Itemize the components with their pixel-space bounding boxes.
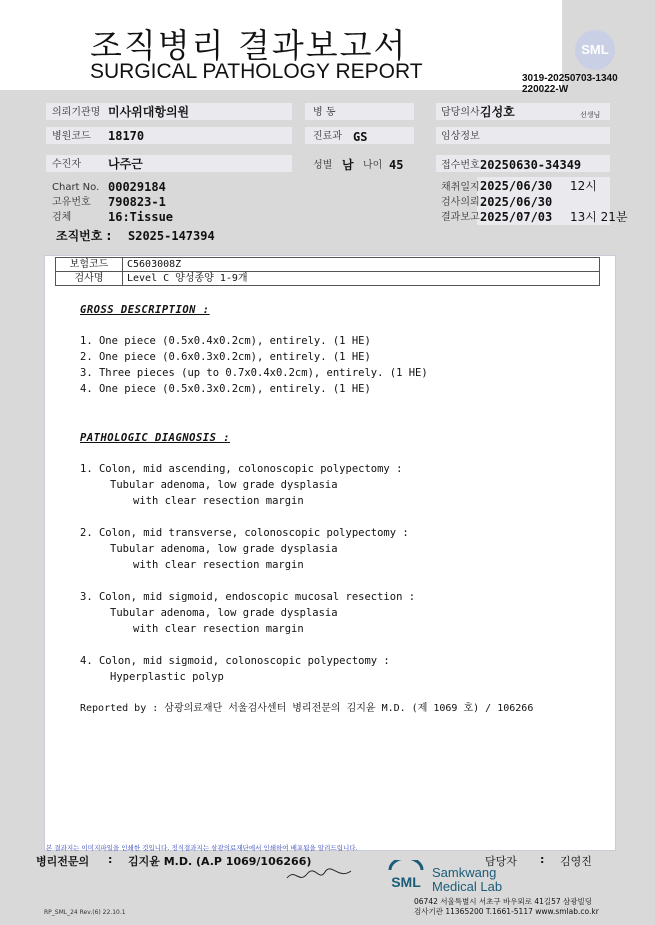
gross-line: 1. One piece (0.5x0.4x0.2cm), entirely. (1 HE) xyxy=(80,335,371,347)
company-name-line1: Samkwang xyxy=(432,865,497,880)
gross-line: 2. One piece (0.6x0.3x0.2cm), entirely. (1 HE) xyxy=(80,351,371,363)
ward-label: 병 동 xyxy=(313,107,336,118)
diagnosis-margin: with clear resection margin xyxy=(133,495,304,507)
diagnosis-margin: with clear resection margin xyxy=(133,559,304,571)
request-value: 2025/06/30 xyxy=(480,195,553,209)
hospital-code-value: 18170 xyxy=(108,129,145,143)
table-row xyxy=(56,258,600,272)
report-id-line2: 220022-W xyxy=(522,84,569,95)
insurance-code-value: C5603008Z xyxy=(123,258,600,272)
manager-label: 담당자 xyxy=(485,855,517,868)
pathologist-label: 병리전문의 xyxy=(36,855,90,868)
collect-value: 2025/06/30 xyxy=(480,179,553,193)
diagnosis-margin: with clear resection margin xyxy=(133,623,304,635)
unique-value: 790823-1 xyxy=(108,195,166,209)
institution-value: 미사위대항의원 xyxy=(108,105,190,119)
tissue-no-label: 조직번호 : xyxy=(56,229,112,243)
hospital-code-label: 병원코드 xyxy=(52,131,91,142)
diagnosis-site: 2. Colon, mid transverse, colonoscopic polypectomy : xyxy=(80,527,409,539)
chart-label: Chart No. xyxy=(52,182,100,193)
specimen-value: 16:Tissue xyxy=(108,210,174,224)
doctor-value: 김성호 xyxy=(480,105,515,119)
diagnosis-finding: Tubular adenoma, low grade dysplasia xyxy=(110,479,338,491)
manager-separator: : xyxy=(540,853,545,866)
sex-value: 남 xyxy=(342,158,354,172)
signature-icon xyxy=(285,866,355,886)
diagnosis-finding: Tubular adenoma, low grade dysplasia xyxy=(110,607,338,619)
insurance-code-label: 보험코드 xyxy=(56,258,123,272)
institution-label: 의뢰기관명 xyxy=(52,107,101,118)
sml-logo-icon: SML xyxy=(575,30,615,70)
diagnosis-site: 1. Colon, mid ascending, colonoscopic polypectomy : xyxy=(80,463,403,475)
receipt-value: 20250630-34349 xyxy=(480,158,582,172)
unique-label: 고유번호 xyxy=(52,197,91,208)
report-title-english: SURGICAL PATHOLOGY REPORT xyxy=(90,60,423,83)
tissue-no-value: S2025-147394 xyxy=(128,229,215,243)
result-label: 결과보고 xyxy=(441,212,480,223)
doctor-label: 담당의사 xyxy=(441,107,480,118)
result-time: 13시 21분 xyxy=(570,210,628,224)
manager-value: 김영진 xyxy=(560,855,592,868)
receipt-label: 접수번호 xyxy=(441,160,480,171)
diagnosis-heading: PATHOLOGIC DIAGNOSIS : xyxy=(80,432,231,444)
report-title-korean: 조직병리 결과보고서 xyxy=(90,26,408,65)
gross-line: 4. One piece (0.5x0.3x0.2cm), entirely. (1 HE) xyxy=(80,383,371,395)
specimen-label: 검체 xyxy=(52,212,72,223)
diagnosis-finding: Hyperplastic polyp xyxy=(110,671,224,683)
sml-company-logo-icon xyxy=(386,860,426,890)
diagnosis-finding: Tubular adenoma, low grade dysplasia xyxy=(110,543,338,555)
clinical-label: 임상정보 xyxy=(441,131,480,142)
age-label: 나이 xyxy=(363,160,383,171)
company-name xyxy=(432,866,502,894)
report-id xyxy=(522,73,618,95)
gross-heading: GROSS DESCRIPTION : xyxy=(80,304,210,316)
company-org-info: 검사기관 11365200 T.1661-5117 www.smlab.co.kr xyxy=(414,907,599,916)
company-address: 06742 서울특별시 서초구 바우뫼로 41길57 삼광빌딩 xyxy=(414,897,593,906)
reported-by: Reported by : 삼광의료재단 서울검사센터 병리전문의 김지윤 M.D. (제 1069 호) / 106266 xyxy=(80,703,534,714)
diagnosis-site: 3. Colon, mid sigmoid, endoscopic mucosal resection : xyxy=(80,591,416,603)
pathologist-value: 김지윤 M.D. (A.P 1069/106266) xyxy=(128,855,312,868)
insurance-table xyxy=(55,257,600,286)
company-name-line2: Medical Lab xyxy=(432,879,503,894)
form-code: RP_SML_24 Rev.(6) 22.10.1 xyxy=(44,909,126,916)
patient-label: 수진자 xyxy=(52,159,81,170)
request-label: 검사의뢰 xyxy=(441,197,480,208)
collect-label: 채취일지 xyxy=(441,182,480,193)
gross-line: 3. Three pieces (up to 0.7x0.4x0.2cm), entirely. (1 HE) xyxy=(80,367,428,379)
test-name-label: 검사명 xyxy=(56,272,123,286)
dept-value: GS xyxy=(353,130,368,144)
chart-value: 00029184 xyxy=(108,180,166,194)
print-notice: 본 결과지는 이미지파일을 인쇄한 것입니다. 정식결과지는 삼광의료재단에서 인쇄하여 배포됨을 알려드립니다. xyxy=(46,844,358,852)
patient-value: 나주근 xyxy=(108,157,143,171)
test-name-value: Level C 양성종양 1-9개 xyxy=(123,272,600,286)
table-row xyxy=(56,272,600,286)
diagnosis-site: 4. Colon, mid sigmoid, colonoscopic polypectomy : xyxy=(80,655,390,667)
dept-label: 진료과 xyxy=(313,131,342,142)
age-value: 45 xyxy=(389,158,404,172)
report-id-line1: 3019-20250703-1340 xyxy=(522,73,618,84)
pathologist-separator: : xyxy=(108,853,113,866)
result-value: 2025/07/03 xyxy=(480,210,553,224)
field-bar xyxy=(46,155,292,172)
sml-logo-text: SML xyxy=(391,874,421,890)
sex-label: 성별 xyxy=(313,160,333,171)
doctor-suffix: 선생님 xyxy=(580,111,601,119)
collect-hour: 12시 xyxy=(570,179,597,193)
